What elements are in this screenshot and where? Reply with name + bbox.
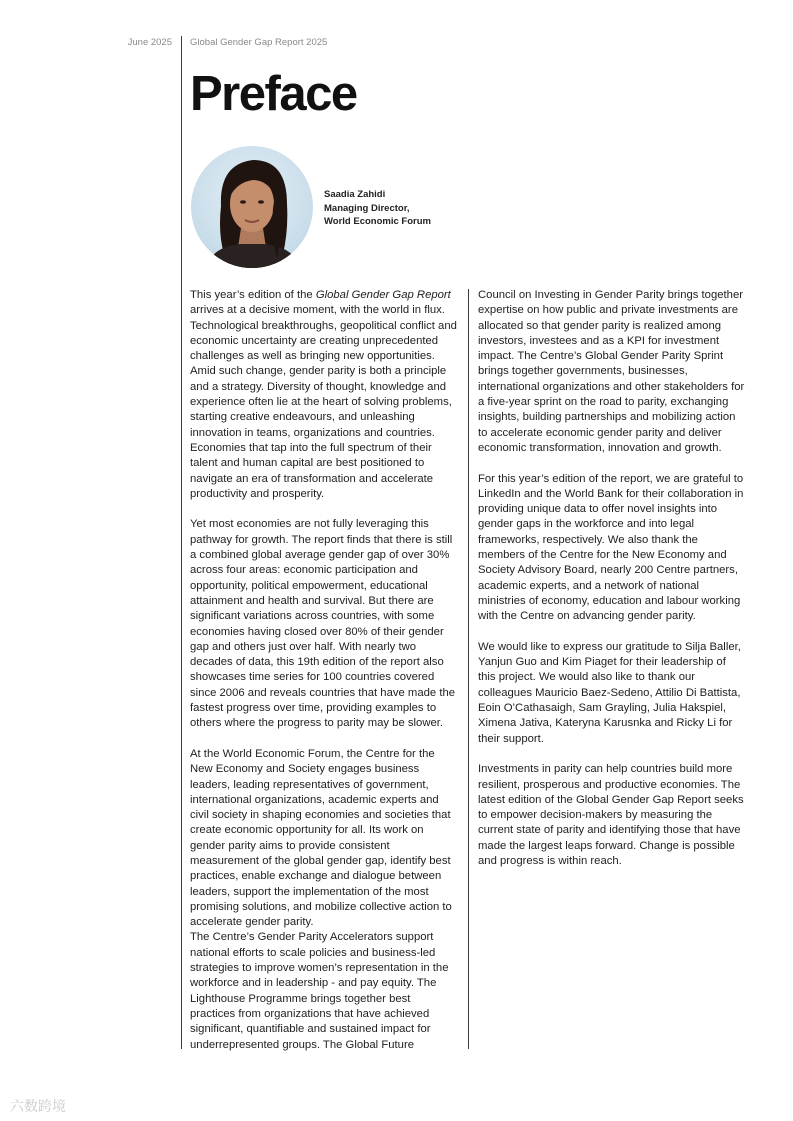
paragraph-6: For this year’s edition of the report, we are grateful to LinkedIn and the World Bank for their collaboration in providing unique data to offer novel insights into gender gaps in the workforce and into legal frameworks, respectively. We also thank the members of the Centre for the New Economy and Society Advisory Board, nearly 200 Centre partners, academic experts, and a network of national ministries of economy, education and labour working with the Centre on advancing gender parity. [478, 472, 744, 623]
left-divider [181, 36, 182, 1049]
paragraph-5: Council on Investing in Gender Parity brings together expertise on how public and private investments are allocated so that gender parity is realized among investors, investees and as a KPI for investment impact. The Centre’s Global Gender Parity Sprint brings together governments, businesses, international organizations and other stakeholders for a five-year sprint on the road to parity, exchanging insights, building partnerships and mobilizing action to accelerate economic gender parity and deliver economic transformation, innovation and growth. [478, 289, 745, 454]
page-title: Preface [190, 67, 357, 121]
paragraph-1: This year’s edition of the Global Gender Gap Report arrives at a decisive moment, with the world in flux. Technological breakthroughs, geopolitical conflict and economic uncertainty are creating unprecedented challenges as well as bringing new opportunities. Amid such change, gender parity is both a principle and a strategy. Diversity of thought, knowledge and experience often lie at the heart of solving problems, starting creative endeavours, and unleashing innovation in teams, organizations and countries. Economies that tap into the full spectrum of their talent and human capital are best positioned to navigate an era of transformation and accelerate productivity and prosperity. [190, 289, 457, 500]
author-organization: World Economic Forum [324, 216, 431, 227]
author-role: Managing Director, [324, 202, 410, 214]
watermark: 六数跨境 [10, 1098, 66, 1114]
paragraph-4: The Centre’s Gender Parity Accelerators support national efforts to scale policies and business-led strategies to improve women’s representation in the workforce and in leadership - and pay equity. The Lighthouse Programme brings together best practices from organizations that have achieved significant, quantifiable and sustained impact for underrepresented groups. The Global Future [190, 931, 449, 1051]
paragraph-2: Yet most economies are not fully leveraging this pathway for growth. The report finds that there is still a combined global average gender gap of over 30% across four areas: economic participation and opportunity, political empowerment, educational attainment and health and survival. But there are significant variations across countries, with some economies having closed over 80% of their gender gap and others just over half. With nearly two decades of data, this 19th edition of the report also showcases time series for 100 countries covered since 2006 and reveals countries that have made the fastest progress over time, providing examples to others where the progress to parity may be slower. [190, 518, 456, 730]
paragraph-8: Investments in parity can help countries build more resilient, prosperous and productive economies. The latest edition of the Global Gender Gap Report seeks to empower decision-makers by measuring the current state of parity and identifying those that have made the largest leaps forward. Change is possible and progress is within reach. [478, 763, 744, 867]
author-portrait [191, 146, 313, 268]
paragraph-3: At the World Economic Forum, the Centre for the New Economy and Society engages business leaders, leading representatives of government, international organizations, academic experts and civil society in shaping economies and societies that create economic opportunity for all. Its work on gender parity aims to provide consistent measurement of the global gender gap, identify best practices, enable exchange and dialogue between leaders, support the implementation of the most promising solutions, and mobilize collective action to accelerate gender parity. [190, 747, 452, 929]
paragraph-7: We would like to express our gratitude to Silja Baller, Yanjun Guo and Kim Piaget for their leadership of this project. We would also like to thank our colleagues Mauricio Baez-Sedeno, Attilio Di Battista, Eoin O’Cathasaigh, Sam Grayling, Julia Hakspiel, Ximena Jativa, Kateryna Karusnka and Ricky Li for their support. [478, 640, 741, 745]
text-column-right [478, 288, 746, 885]
column-divider [468, 289, 469, 1049]
portrait-illustration [191, 146, 313, 268]
text-column-left [190, 288, 458, 1053]
header-report-title: Global Gender Gap Report 2025 [190, 37, 328, 48]
author-name: Saadia Zahidi [324, 189, 386, 200]
author-block [324, 188, 431, 229]
header-date: June 2025 [127, 37, 172, 48]
report-title-italic: Global Gender Gap Report [315, 289, 451, 301]
